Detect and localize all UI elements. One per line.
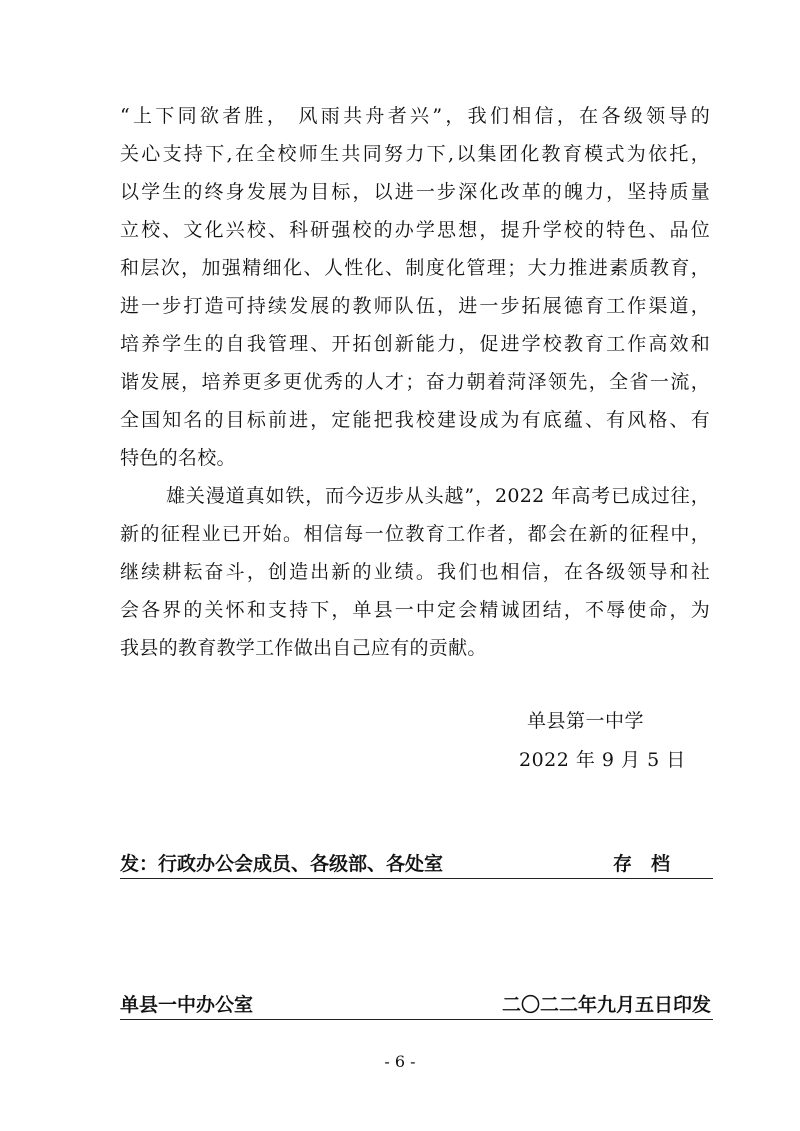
- signature-organization: 单县第一中学: [527, 710, 645, 732]
- paragraph-line: 继续耕耘奋斗，创造出新的业绩。我们也相信，在各级领导和社: [120, 561, 710, 583]
- paragraph-line: 谐发展，培养更多更优秀的人才；奋力朝着菏泽领先，全省一流，: [120, 371, 710, 393]
- paragraph-line: 立校、文化兴校、科研强校的办学思想，提升学校的特色、品位: [120, 219, 710, 241]
- distribution-list: 发：行政办公会成员、各级部、各处室: [120, 853, 444, 875]
- paragraph-line: 雄关漫道真如铁，而今迈步从头越”，2022 年高考已成过往，: [166, 485, 710, 507]
- issuer-office: 单县一中办公室: [120, 994, 254, 1016]
- paragraph-line: 会各界的关怀和支持下，单县一中定会精诚团结，不辱使命，为: [120, 599, 710, 621]
- paragraph-line: 特色的名校。: [120, 447, 236, 469]
- paragraph-line: 以学生的终身发展为目标，以进一步深化改革的魄力，坚持质量: [120, 181, 710, 203]
- footer-issuer-row: [120, 989, 713, 1020]
- paragraph-line: 培养学生的自我管理、开拓创新能力，促进学校教育工作高效和: [120, 333, 710, 355]
- footer-distribution-row: [120, 848, 713, 879]
- signature-date: 2022 年 9 月 5 日: [519, 749, 686, 771]
- page-number: - 6 -: [384, 1052, 416, 1071]
- paragraph-line: 新的征程业已开始。相信每一位教育工作者，都会在新的征程中，: [120, 523, 710, 545]
- archive-label: 存 档: [613, 853, 671, 875]
- print-date: 二〇二二年九月五日印发: [501, 994, 711, 1016]
- paragraph-line: 和层次，加强精细化、人性化、制度化管理；大力推进素质教育，: [120, 257, 710, 279]
- paragraph-line: 进一步打造可持续发展的教师队伍，进一步拓展德育工作渠道，: [120, 295, 710, 317]
- paragraph-line: “上下同欲者胜， 风雨共舟者兴”，我们相信，在各级领导的: [120, 105, 710, 127]
- paragraph-line: 关心支持下,在全校师生共同努力下,以集团化教育模式为依托，: [120, 143, 710, 165]
- paragraph-line: 我县的教育教学工作做出自己应有的贡献。: [120, 637, 487, 659]
- paragraph-line: 全国知名的目标前进，定能把我校建设成为有底蕴、有风格、有: [120, 409, 710, 431]
